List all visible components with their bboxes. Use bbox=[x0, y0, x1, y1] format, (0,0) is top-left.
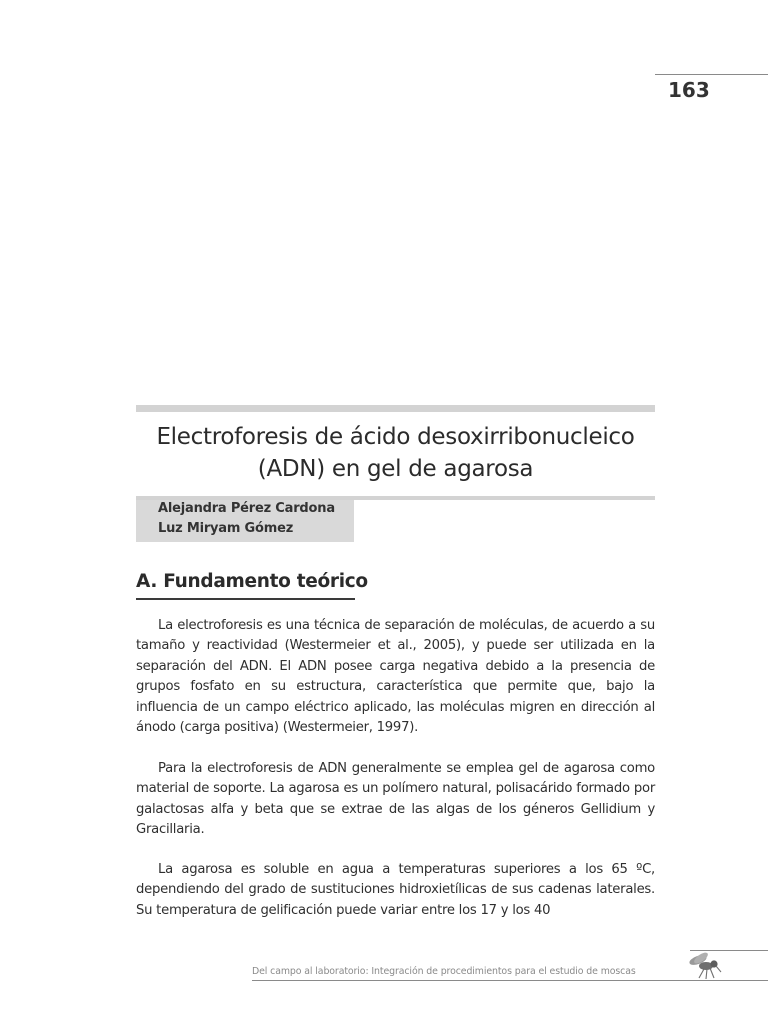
fly-icon bbox=[688, 951, 724, 981]
author-name: Luz Miryam Gómez bbox=[158, 521, 294, 536]
authors-box bbox=[136, 500, 354, 542]
body-paragraph: Para la electroforesis de ADN generalmente se emplea gel de agarosa como material de soporte. La agarosa es un polímero natural, polisacárido formado por galactosas alfa y beta que se extrae de las algas de los géneros Gellidium y Gracillaria. bbox=[136, 761, 655, 838]
body-paragraph: La electroforesis es una técnica de separación de moléculas, de acuerdo a su tamaño y reactividad (Westermeier et al., 2005), y puede ser utilizada en la separación del ADN. El ADN posee carga negativa debido a la presencia de grupos fosfato en su estructura, característica que permite que, bajo la influencia de un campo eléctrico aplicado, las moléculas migren en dirección al ánodo (carga positiva) (Westermeier, 1997). bbox=[136, 618, 655, 736]
page-number-rule bbox=[655, 74, 768, 75]
page-number: 163 bbox=[668, 78, 710, 102]
footer-text: Del campo al laboratorio: Integración de procedimientos para el estudio de moscas bbox=[252, 966, 636, 977]
title-bar-top bbox=[136, 405, 655, 412]
section-underline bbox=[136, 598, 355, 600]
body-paragraph: La agarosa es soluble en agua a temperaturas superiores a los 65 ºC, dependiendo del grado de sustituciones hidroxietílicas de sus cadenas laterales. Su temperatura de gelificación puede variar entre los 17 y los 40 bbox=[136, 862, 655, 918]
author-name: Alejandra Pérez Cardona bbox=[158, 501, 335, 516]
chapter-title: Electroforesis de ácido desoxirribonucleico (ADN) en gel de agarosa bbox=[156, 424, 635, 482]
section-heading: A. Fundamento teórico bbox=[136, 571, 368, 592]
